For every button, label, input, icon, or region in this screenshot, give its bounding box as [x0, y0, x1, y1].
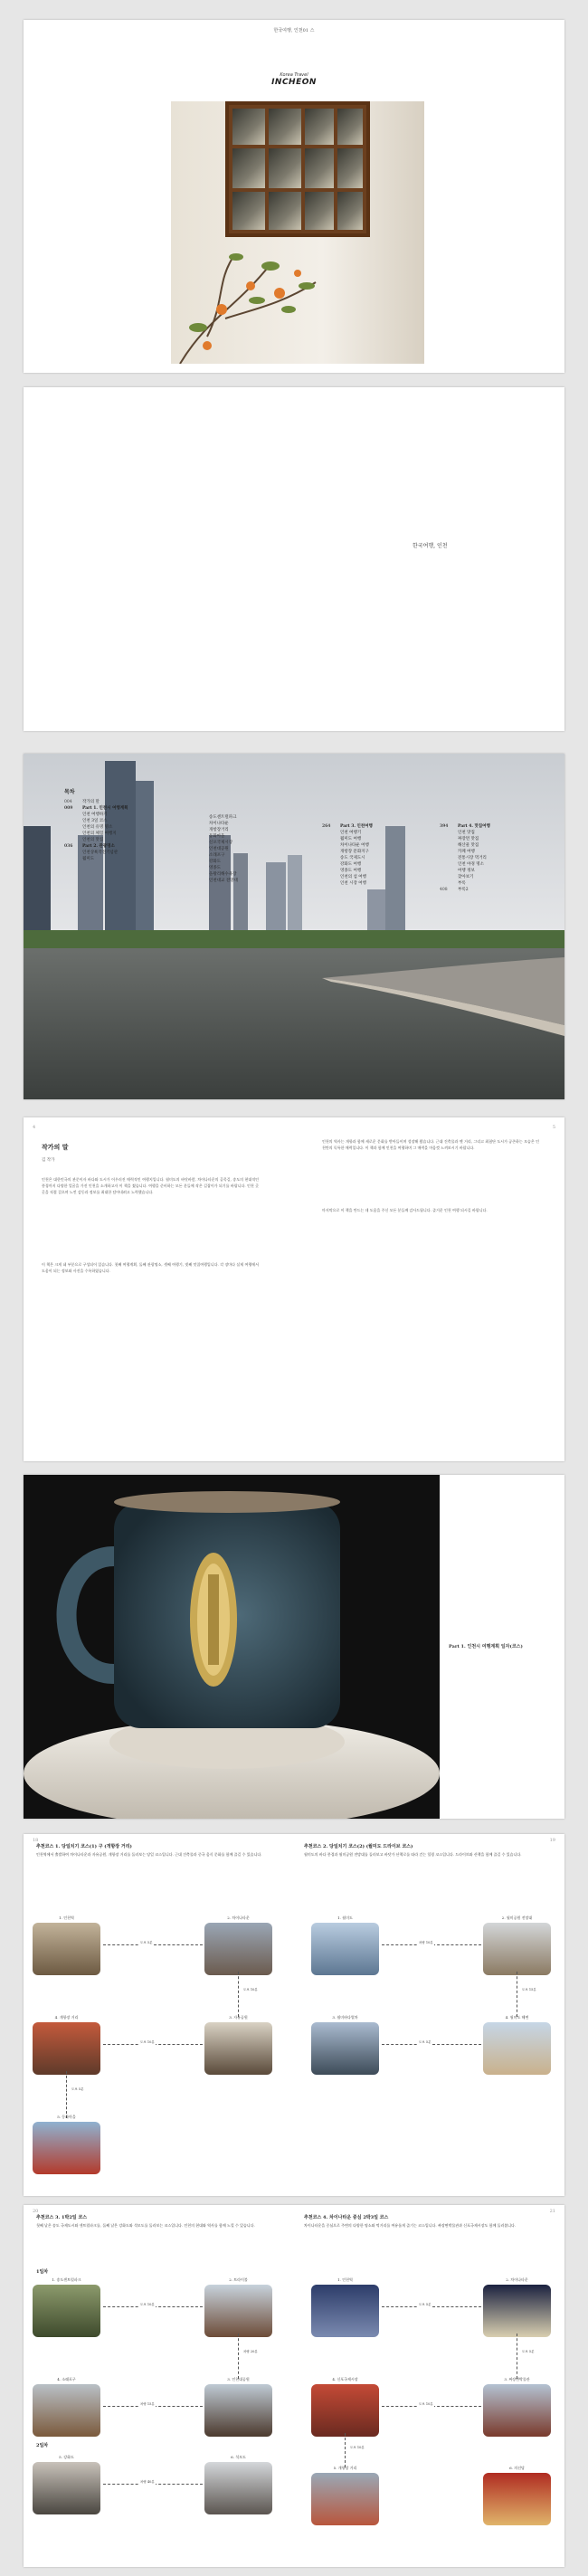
toc-entry: 월미도 여행 — [340, 836, 362, 841]
preface-paragraph: 인천은 대한민국의 관문이자 바다와 도시가 어우러진 매력적인 여행지입니다. 월미도의 바닷바람, 차이나타운의 골목길, 송도의 현대적인 풍경까지 다양한 얼굴을 가진 인천을 소개하고자 이 책을 썼습니다. 여행을 준비하는 모든 분들께 작은 길잡이가 되기를 바랍니다. 인천 곳곳을 직접 걸으며 느낀 감동과 정보를 최대한 담아내려고 노력했습니다. — [42, 1177, 259, 1194]
course-c-desc: 첫째 날은 송도 국제도시와 센트럴파크를, 둘째 날은 강화도와 석모도를 둘러보는 코스입니다. 인천의 현대와 역사를 함께 느낄 수 있습니다. — [36, 2223, 255, 2228]
course-stop: 4. 소래포구 — [33, 2377, 100, 2437]
course-stop: 5. 강화도 — [33, 2455, 100, 2514]
course-stop: 3. 인천대공원 — [204, 2377, 272, 2437]
course-stop: 4. 신포국제시장 — [311, 2377, 379, 2437]
toc-entry: 신포국제시장 — [209, 840, 233, 845]
course-d — [304, 2214, 557, 2229]
toc-page — [24, 754, 564, 1099]
cover-header: 한국여행, 인천01 스 — [273, 28, 315, 33]
toc-entry: 개항장거리 — [209, 827, 229, 832]
course-b-desc: 월미도의 바다 풍경과 월미공원 전망대를 둘러보고 바닷가 산책로를 따라 걷는 힐링 코스입니다. 드라이브와 산책을 함께 즐길 수 있습니다. — [304, 1852, 522, 1857]
cover-logo — [24, 72, 564, 87]
toc-entry: 인천의 맛집 — [82, 838, 104, 843]
course-stop: 6. 석모도 — [204, 2455, 272, 2514]
course-stop: 2. 차이나타운 — [483, 2277, 551, 2337]
toc-column-2 — [191, 815, 238, 885]
course-c-title: 추천코스 3. 1박2일 코스 — [36, 2215, 88, 2220]
toc-entry: 소래포구 — [209, 852, 225, 858]
course-stop: 4. 월미도 해변 — [483, 2015, 551, 2075]
toc-entry: 여행 정보 — [458, 868, 475, 873]
toc-entry: 인천 야경 명소 — [458, 861, 484, 867]
course-stop: 4. 개항장 거리 — [33, 2015, 100, 2075]
toc-entry: 264 Part 3. 인천여행 — [322, 824, 373, 829]
preface-author: 김 작가 — [42, 1158, 55, 1163]
toc-entry: 영종도 — [209, 865, 222, 870]
toc-entry: 개항장 문화지구 — [340, 849, 369, 854]
toc-entry: 인천대교 전망대 — [209, 878, 238, 883]
course-a — [36, 1843, 289, 1858]
toc-entry: 월미도 — [82, 857, 95, 862]
toc-entry: 강화도 여행 — [340, 861, 362, 867]
course-stop: 2. 차이나타운 — [204, 1915, 272, 1975]
course-stop: 1. 인천역 — [311, 2277, 379, 2337]
toc-entry: 인천 여행기 — [340, 830, 362, 835]
course-a-title: 추천코스 1. 당일치기 코스(1) 구 (개항장 거리) — [36, 1844, 132, 1849]
preface-title: 작가의 말 — [42, 1143, 69, 1151]
course-stop: 2. 월미공원 전망대 — [483, 1915, 551, 1975]
logo-subtitle: Korea Travel — [280, 72, 308, 78]
toc-entry: 카페 여행 — [458, 849, 475, 854]
toc-entry: 동화마을 — [209, 833, 225, 839]
toc-entry: 394 Part 4. 맛집여행 — [440, 824, 490, 829]
course-stop: 3. 자유공원 — [204, 2015, 272, 2075]
toc-entry: 차이나타운 — [209, 821, 229, 826]
day-1-label: 1일차 — [36, 2269, 49, 2275]
toc-entry: 인천대공원 — [209, 846, 229, 851]
course-a-desc: 인천역에서 출발하여 차이나타운과 자유공원, 개항장 거리를 둘러보는 당일 코스입니다. 근대 건축물과 중국 음식 문화를 함께 즐길 수 있습니다. — [36, 1852, 262, 1857]
course-stop: 1. 인천역 — [33, 1915, 100, 1975]
ceramic-mug-photo — [24, 1475, 440, 1819]
toc-entry: 강화도 — [209, 859, 222, 864]
toc-entry: 인천의 섬 여행 — [340, 874, 366, 879]
preface-paragraph: 마지막으로 이 책을 만드는 데 도움을 주신 모든 분들께 감사드립니다. 즐거운 인천 여행 되시길 바랍니다. — [322, 1208, 488, 1212]
course-stop: 1. 월미도 — [311, 1915, 379, 1975]
course-c — [36, 2214, 289, 2229]
course-stop: 6. 의선당 — [483, 2466, 551, 2525]
toc-entry: 004 작가의 말 — [64, 800, 100, 805]
toc-entry: 부록 — [458, 880, 466, 886]
toc-entry: 해산물 맛집 — [458, 842, 479, 848]
part-label: Part 1. 인천시 여행계획 일자(코스) — [449, 1644, 523, 1649]
toc-entry: 인천 맛집 — [458, 830, 475, 835]
course-stop: 5. 동화마을 — [33, 2115, 100, 2174]
toc-column-3 — [322, 824, 373, 888]
course-d-title: 추천코스 4. 차이나타운 중심 2박3일 코스 — [304, 2215, 389, 2220]
toc-entry: 차이나타운 여행 — [340, 842, 369, 848]
toc-entry: 인천 여행하기 — [82, 813, 108, 818]
course-stop: 3. 짜장면박물관 — [483, 2377, 551, 2437]
toc-entry: 을왕리해수욕장 — [209, 871, 237, 877]
preface-paragraph: 이 책은 크게 네 부분으로 구성되어 있습니다. 첫째 여행계획, 둘째 관광명소, 셋째 여행기, 넷째 맛집여행입니다. 각 장마다 실제 여행에서 도움이 되는 정보와 사진을 수록하였습니다. — [42, 1262, 259, 1273]
toc-entry: 408 부록2 — [440, 887, 469, 892]
part-divider-page — [24, 1475, 564, 1819]
toc-column-1 — [64, 788, 128, 863]
toc-entry: 인천의 유명 명소 — [82, 825, 113, 831]
toc-column-4 — [440, 824, 490, 894]
toc-entry: 009 Part 1. 인천시 여행계획 — [64, 806, 128, 812]
toc-entry: 송도센트럴파크 — [209, 815, 237, 820]
course-stop: 2. 트라이볼 — [204, 2277, 272, 2337]
cover-page — [24, 20, 564, 373]
toc-entry: 송도 국제도시 — [340, 855, 365, 860]
toc-entry: 인천의 체험 여행지 — [82, 832, 117, 837]
title-page — [24, 387, 564, 731]
book-title: 한국여행, 인천 — [413, 543, 448, 549]
course-stop: 1. 송도센트럴파크 — [33, 2277, 100, 2337]
toc-entry: 짜장면 맛집 — [458, 836, 479, 841]
toc-entry: 인천상륙작전기념관 — [82, 851, 119, 856]
course-stop: 3. 월미바다열차 — [311, 2015, 379, 2075]
course-page-1: 18 19 추천코스 1. 당일치기 코스(1) 구 (개항장 거리) 인천역에서 출발하여 차이나타운과 자유공원, 개항장 거리를 둘러보는 당일 코스입니다. 근대 건축물과 중국 음식 문화를 함께 즐길 수 있습니다. 추천코스 2. 당일치기 코스(2) (월미도 드라이브 코스) 월미도의 바다 풍경과 월미공원 전망대를 둘러보고 바닷가 산책로를 따라 걷는 힐링 코스입니다. 드라이브와 산책을 함께 즐길 수 있습니다. 1. 인천역 도보 5분 2. 차이나타운 도보 10분 4. 개항장 거리 도보 10분 3. 자유공원 도보 5분 5. 동화마을 1. 월미도 차량 10분 2. 월미공원 전망대 도보 15분 3. 월미바다열차 도보 5분 4. 월미도 해변 — [24, 1834, 564, 2196]
toc-entry: 036 Part 2. 관광명소 — [64, 844, 115, 850]
day-2-label: 2일차 — [36, 2443, 49, 2448]
course-b — [304, 1843, 557, 1858]
preface-paragraph: 인천의 역사는 개항과 함께 새로운 문화를 받아들이며 성장해 왔습니다. 근대 건축물과 옛 거리, 그리고 최첨단 도시가 공존하는 모습은 인천만의 독특한 매력입니다. 이 책과 함께 인천을 여행하며 그 매력을 마음껏 느껴보시기 바랍니다. — [322, 1139, 539, 1150]
toc-title: 목차 — [64, 789, 75, 795]
cover-photo — [171, 101, 424, 364]
course-b-title: 추천코스 2. 당일치기 코스(2) (월미도 드라이브 코스) — [304, 1844, 413, 1849]
toc-entry: 전통시장 먹거리 — [458, 855, 487, 860]
course-stop: 5. 개항장 거리 — [311, 2466, 379, 2525]
preface-page: 4 5 작가의 말 김 작가 인천은 대한민국의 관문이자 바다와 도시가 어우러진 매력적인 여행지입니다. 월미도의 바닷바람, 차이나타운의 골목길, 송도의 현대적인 풍경까지 다양한 얼굴을 가진 인천을 소개하고자 이 책을 썼습니다. 여행을 준비하는 모든 분들께 작은 길잡이가 되기를 바랍니다. 인천 곳곳을 직접 걸으며 느낀 감동과 정보를 최대한 담아내려고 노력했습니다. 이 책은 크게 네 부분으로 구성되어 있습니다. 첫째 여행계획, 둘째 관광명소, 셋째 여행기, 넷째 맛집여행입니다. 각 장마다 실제 여행에서 도움이 되는 정보와 사진을 수록하였습니다. 인천의 역사는 개항과 함께 새로운 문화를 받아들이며 성장해 왔습니다. 근대 건축물과 옛 거리, 그리고 최첨단 도시가 공존하는 모습은 인천만의 독특한 매력입니다. 이 책과 함께 인천을 여행하며 그 매력을 마음껏 느껴보시기 바랍니다. 마지막으로 이 책을 만드는 데 도움을 주신 모든 분들께 감사드립니다. 즐거운 인천 여행 되시길 바랍니다. — [24, 1117, 564, 1461]
toc-entry: 인천 시장 여행 — [340, 880, 366, 886]
toc-entry: 영종도 여행 — [340, 868, 362, 873]
course-d-desc: 차이나타운을 중심으로 주변의 다양한 명소와 먹거리를 여유롭게 즐기는 코스입니다. 짜장면박물관과 신포국제시장도 함께 둘러봅니다. — [304, 2223, 517, 2228]
course-page-2: 20 21 추천코스 3. 1박2일 코스 첫째 날은 송도 국제도시와 센트럴파크를, 둘째 날은 강화도와 석모도를 둘러보는 코스입니다. 인천의 현대와 역사를 함께 느낄 수 있습니다. 추천코스 4. 차이나타운 중심 2박3일 코스 차이나타운을 중심으로 주변의 다양한 명소와 먹거리를 여유롭게 즐기는 코스입니다. 짜장면박물관과 신포국제시장도 함께 둘러봅니다. 1일차 1. 송도센트럴파크 도보 10분 2. 트라이볼 차량 20분 4. 소래포구 차량 15분 3. 인천대공원 2일차 5. 강화도 차량 40분 6. 석모도 1. 인천역 도보 5분 2. 차이나타운 도보 5분 4. 신포국제시장 도보 10분 3. 짜장면박물관 도보 10분 5. 개항장 거리 6. 의선당 — [24, 2205, 564, 2567]
toc-entry: 인천 3일 코스 — [82, 819, 108, 824]
toc-entry: 찾아보기 — [458, 874, 474, 879]
logo-title: INCHEON — [271, 78, 317, 87]
persimmon-branch-illustration — [171, 210, 352, 364]
